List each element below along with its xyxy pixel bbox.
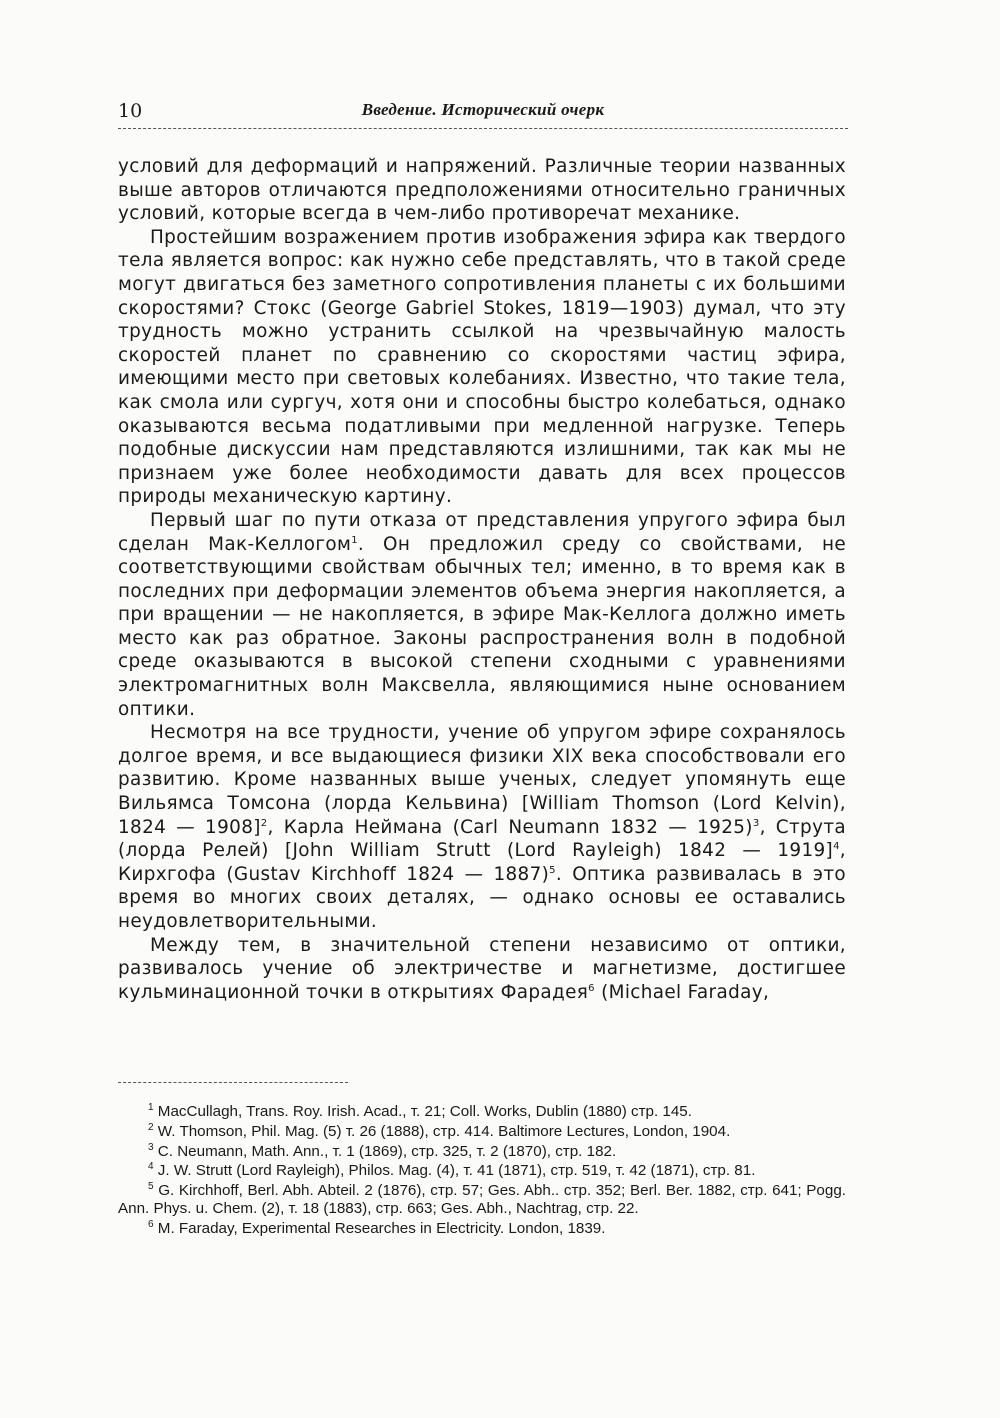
footnote-text: MacCullagh, Trans. Roy. Irish. Acad., т. 21; Coll. Works, Dublin (1880) стр. 145. bbox=[157, 1103, 692, 1120]
footnote-mark: 3 bbox=[148, 1141, 154, 1153]
footnote-rule bbox=[118, 1082, 348, 1083]
footnote bbox=[118, 1182, 846, 1218]
page-number: 10 bbox=[118, 100, 143, 122]
paragraph-1: условий для деформаций и напряжений. Различные теории названных выше авторов отличаются предположениями относительно граничных условий, которые всегда в чем-либо противоречат механике. bbox=[118, 156, 846, 225]
footnotes bbox=[118, 1103, 846, 1240]
paragraph-4 bbox=[118, 721, 846, 933]
footnote-ref-4: 4 bbox=[833, 841, 840, 853]
footnote-ref-3: 3 bbox=[752, 817, 760, 829]
paragraph-3-part-a: Первый шаг по пути отказа от представления упругого эфира был сделан Мак-Келлогом bbox=[118, 509, 846, 555]
footnote bbox=[118, 1162, 846, 1180]
paragraph-5-part-b: (Michael Faraday, bbox=[594, 981, 770, 1003]
paragraph-5 bbox=[118, 934, 846, 1005]
paragraph-5-part-a: Между тем, в значительной степени независимо от оптики, развивалось учение об электричестве и магнетизме, достигшее кульминационной точки в открытиях Фарадея bbox=[118, 934, 846, 1003]
footnote bbox=[118, 1123, 846, 1141]
footnote-ref-1: 1 bbox=[351, 534, 358, 546]
paragraph-2: Простейшим возражением против изображения эфира как твердого тела является вопрос: как нужно себе представлять, что в такой среде могут двигаться без заметного сопротивления планеты с их большими скоростями? Стокс (George Gabriel Stokes, 1819—1903) думал, что эту трудность можно устранить ссылкой на чрезвычайную малость скоростей планет по сравнению со скоростями частиц эфира, имеющими место при световых колебаниях. Известно, что такие тела, как смола или сургуч, хотя они и способны быстро колебаться, однако оказываются весьма податливыми при медленной нагрузке. Теперь подобные дискуссии нам представляются излишними, так как мы не признаем уже более необходимости давать для всех процессов природы механическую картину. bbox=[118, 226, 846, 508]
footnote-mark: 6 bbox=[148, 1218, 154, 1230]
footnote-text: C. Neumann, Math. Ann., т. 1 (1869), стр. 325, т. 2 (1870), стр. 182. bbox=[157, 1142, 617, 1160]
footnote-mark: 2 bbox=[148, 1121, 154, 1133]
footnote-ref-6: 6 bbox=[588, 982, 595, 994]
running-head: Введение. Исторический очерк bbox=[361, 100, 605, 119]
footnote-mark: 4 bbox=[148, 1161, 154, 1173]
body-text bbox=[118, 155, 846, 1004]
footnote-ref-2: 2 bbox=[260, 817, 268, 829]
footnote-text: M. Faraday, Experimental Researches in Electricity. London, 1839. bbox=[157, 1219, 606, 1237]
footnote-mark: 1 bbox=[148, 1101, 154, 1113]
paragraph-3-part-b: . Он предложил среду со свойствами, не соответствующими свойствам обычных тел; именно, в то время как в последних при деформации элементов объема энергия накопляется, а при вращении — не накопляется, в эфире Мак-Келлога должно иметь место как раз обратное. Законы распространения волн в подобной среде оказываются в высокой степени сходными с уравнениями электромагнитных волн Максвелла, являющимися ныне основанием оптики. bbox=[118, 533, 846, 720]
footnote-text: G. Kirchhoff, Berl. Abh. Abteil. 2 (1876), стр. 57; Ges. Abh.. стр. 352; Berl. Ber. 1882, стр. 641; Pogg. Ann. Phys. u. Chem. (2), т. 18 (1883), стр. 663; Ges. Abh., Nachtrag, стр. 22. bbox=[118, 1182, 846, 1217]
page-header bbox=[118, 98, 848, 132]
footnote-text: W. Thomson, Phil. Mag. (5) т. 26 (1888), стр. 414. Baltimore Lectures, London, 1904. bbox=[157, 1122, 731, 1140]
footnote bbox=[118, 1220, 846, 1238]
paragraph-4-part-c: , Струта (лорда Релей) [John William Strutt (Lord Rayleigh) 1842 — 1919] bbox=[118, 816, 846, 862]
header-rule bbox=[118, 128, 848, 129]
footnote bbox=[118, 1143, 846, 1161]
paragraph-4-part-e: . Оптика развивалась в это время во многих своих деталях, — однако основы ее оставались неудовлетворительными. bbox=[118, 863, 846, 932]
paragraph-4-part-d: , Кирхгофа (Gustav Kirchhoff 1824 — 1887) bbox=[118, 840, 846, 885]
paragraph-4-part-b: , Карла Неймана (Carl Neumann 1832 — 1925) bbox=[267, 816, 753, 838]
paragraph-4-part-a: Несмотря на все трудности, учение об упругом эфире сохранялось долгое время, и все выдающиеся физики XIX века способствовали его развитию. Кроме названных выше ученых, следует упомянуть еще Вильямса Томсона (лорда Кельвина) [William Thomson (Lord Kelvin), 1824 — 1908] bbox=[118, 722, 846, 838]
footnote-mark: 5 bbox=[148, 1181, 154, 1193]
footnote bbox=[118, 1103, 846, 1121]
footnote-text: J. W. Strutt (Lord Rayleigh), Philos. Mag. (4), т. 41 (1871), стр. 519, т. 42 (1871), стр. 81. bbox=[157, 1162, 756, 1180]
footnote-ref-5: 5 bbox=[549, 864, 556, 876]
paragraph-3 bbox=[118, 509, 846, 721]
